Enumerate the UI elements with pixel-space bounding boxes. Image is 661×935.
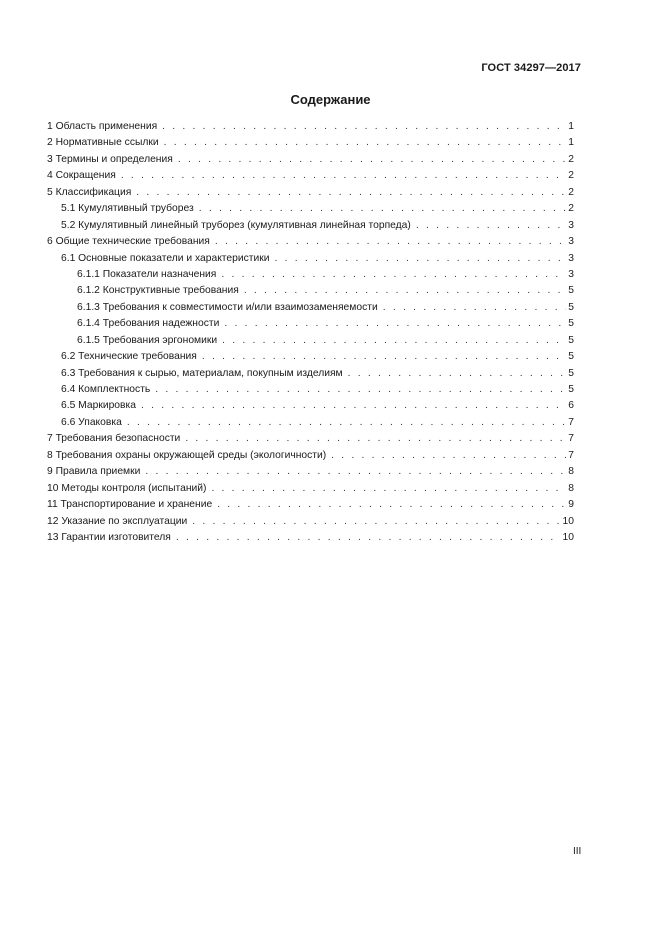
toc-entry-page: 1: [568, 137, 574, 149]
toc-entry[interactable]: [47, 530, 574, 546]
toc-entry-page: 9: [568, 499, 574, 511]
toc-entry-page: 7: [568, 433, 574, 445]
toc-dot-leader: [331, 448, 566, 464]
toc-dot-leader: [145, 464, 566, 480]
toc-dot-leader: [416, 218, 566, 234]
toc-entry-label: 7 Требования безопасности: [47, 433, 181, 445]
toc-entry-page: 5: [568, 318, 574, 330]
toc-dot-leader: [217, 497, 566, 513]
toc-entry-page: 10: [562, 515, 574, 527]
toc-entry[interactable]: [47, 234, 574, 250]
toc-dot-leader: [244, 283, 566, 299]
toc-dot-leader: [155, 382, 566, 398]
toc-entry-label: 1 Область применения: [47, 121, 158, 132]
toc-entry[interactable]: [47, 316, 574, 332]
toc-entry[interactable]: [47, 218, 574, 234]
toc-entry-label: 6.1.3 Требования к совместимости и/или взаимозаменяемости: [77, 301, 378, 313]
toc-dot-leader: [211, 481, 566, 497]
toc-entry-label: 6.1.5 Требования эргономики: [77, 334, 218, 346]
toc-entry-page: 2: [568, 203, 574, 215]
toc-entry-page: 5: [568, 301, 574, 313]
toc-entry[interactable]: [47, 514, 574, 530]
toc-title: Содержание: [290, 92, 371, 107]
toc-entry-label: 6.1.1 Показатели назначения: [77, 268, 217, 280]
toc-entry-label: 6.6 Упаковка: [61, 416, 122, 428]
toc-entry[interactable]: [47, 497, 574, 513]
toc-entry-page: 2: [568, 170, 574, 182]
toc-dot-leader: [348, 366, 567, 382]
toc-entry-label: 6.1 Основные показатели и характеристики: [61, 252, 270, 264]
toc-entry-page: 3: [568, 268, 574, 280]
toc-entry-page: 3: [568, 236, 574, 248]
toc-dot-leader: [136, 185, 566, 201]
toc-dot-leader: [275, 251, 567, 267]
toc-dot-leader: [383, 300, 567, 316]
toc-dot-leader: [164, 135, 567, 151]
toc-entry[interactable]: [47, 267, 574, 283]
toc-dot-leader: [192, 514, 560, 530]
toc-entry-page: 3: [568, 219, 574, 231]
toc-entry[interactable]: [47, 201, 574, 217]
toc-entry-label: 6.3 Требования к сырью, материалам, покупным изделиям: [61, 367, 343, 379]
toc-entry[interactable]: [47, 152, 574, 168]
toc-dot-leader: [141, 398, 566, 414]
toc-entry-page: 7: [568, 416, 574, 428]
toc-entry[interactable]: [47, 251, 574, 267]
toc-entry[interactable]: [47, 283, 574, 299]
toc-entry-page: 7: [568, 449, 574, 461]
toc-entry[interactable]: [47, 333, 574, 349]
toc-entry-label: 6.1.2 Конструктивные требования: [77, 285, 239, 297]
toc-dot-leader: [178, 152, 566, 168]
table-of-contents: [47, 119, 574, 546]
toc-entry-label: 6.1.4 Требования надежности: [77, 318, 220, 330]
toc-dot-leader: [162, 119, 566, 135]
toc-entry-page: 2: [568, 153, 574, 165]
toc-entry[interactable]: [47, 119, 574, 135]
toc-entry[interactable]: [47, 415, 574, 431]
toc-entry-label: 3 Термины и определения: [47, 153, 173, 165]
standard-code: ГОСТ 34297—2017: [481, 62, 581, 74]
toc-entry[interactable]: [47, 448, 574, 464]
toc-entry-page: 3: [568, 252, 574, 264]
toc-dot-leader: [127, 415, 566, 431]
toc-entry-label: 12 Указание по эксплуатации: [47, 515, 188, 527]
toc-entry-label: 6.4 Комплектность: [61, 384, 151, 395]
toc-dot-leader: [199, 201, 567, 217]
toc-entry-label: 13 Гарантии изготовителя: [47, 531, 171, 543]
toc-entry-page: 2: [568, 186, 574, 198]
toc-entry[interactable]: [47, 382, 574, 398]
toc-entry-page: 5: [568, 367, 574, 379]
toc-entry-label: 8 Требования охраны окружающей среды (экологичности): [47, 449, 327, 461]
toc-entry[interactable]: [47, 300, 574, 316]
toc-entry-page: 8: [568, 466, 574, 478]
toc-dot-leader: [121, 168, 566, 184]
toc-entry[interactable]: [47, 481, 574, 497]
page-number: III: [573, 846, 582, 857]
toc-entry-label: 6 Общие технические требования: [47, 236, 210, 248]
toc-dot-leader: [222, 333, 566, 349]
toc-entry[interactable]: [47, 168, 574, 184]
toc-entry-label: 6.2 Технические требования: [61, 351, 197, 363]
toc-entry-label: 5.1 Кумулятивный труборез: [61, 203, 194, 215]
toc-entry-page: 1: [568, 121, 574, 132]
toc-dot-leader: [221, 267, 566, 283]
toc-dot-leader: [185, 431, 566, 447]
toc-entry-label: 11 Транспортирование и хранение: [47, 499, 213, 511]
toc-entry[interactable]: [47, 185, 574, 201]
toc-dot-leader: [176, 530, 561, 546]
toc-entry[interactable]: [47, 366, 574, 382]
toc-entry-label: 2 Нормативные ссылки: [47, 137, 159, 149]
toc-entry-page: 6: [568, 400, 574, 412]
toc-entry[interactable]: [47, 135, 574, 151]
toc-dot-leader: [215, 234, 566, 250]
toc-entry-page: 5: [568, 334, 574, 346]
toc-entry-label: 4 Сокращения: [47, 170, 116, 182]
toc-entry-label: 5 Классификация: [47, 186, 132, 198]
toc-entry-page: 5: [568, 384, 574, 395]
toc-dot-leader: [202, 349, 566, 365]
toc-entry-page: 5: [568, 285, 574, 297]
toc-entry-page: 8: [568, 482, 574, 494]
toc-entry-page: 5: [568, 351, 574, 363]
toc-entry[interactable]: [47, 398, 574, 414]
toc-entry-label: 9 Правила приемки: [47, 466, 141, 478]
toc-dot-leader: [224, 316, 566, 332]
toc-entry-label: 6.5 Маркировка: [61, 400, 136, 412]
toc-entry[interactable]: [47, 464, 574, 480]
toc-entry[interactable]: [47, 349, 574, 365]
toc-entry-label: 5.2 Кумулятивный линейный труборез (кумулятивная линейная торпеда): [61, 219, 411, 231]
toc-entry-label: 10 Методы контроля (испытаний): [47, 482, 207, 494]
toc-entry[interactable]: [47, 431, 574, 447]
toc-entry-page: 10: [562, 531, 574, 543]
